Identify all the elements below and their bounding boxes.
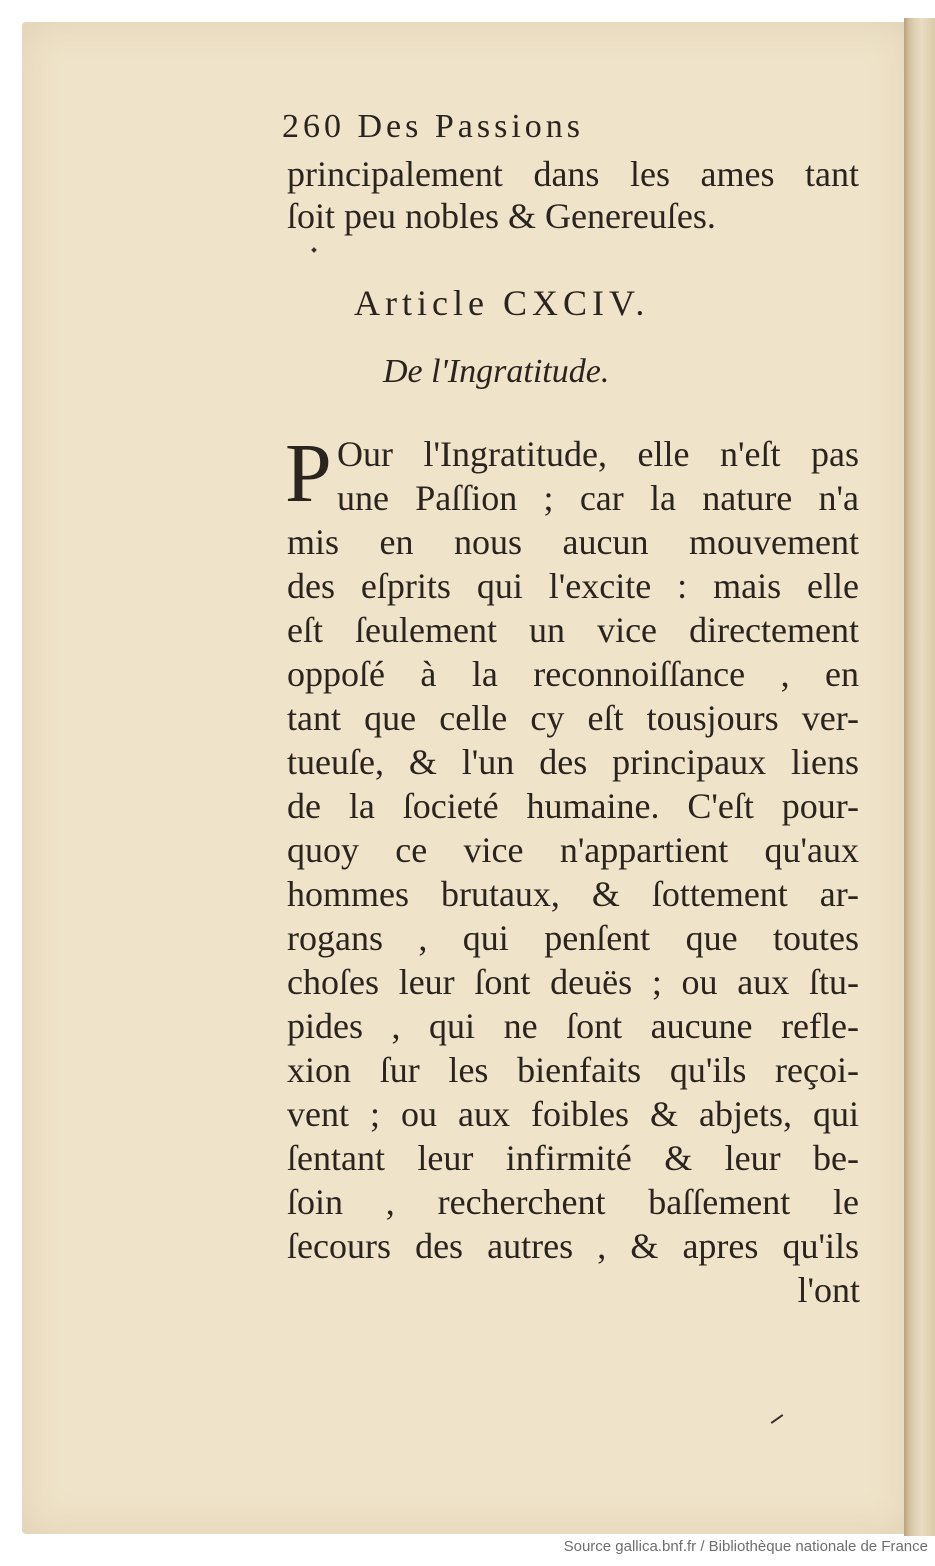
body-line-6: oppoſé à la reconnoiſſance , en: [287, 654, 859, 694]
carryover-line-1: principalement dans les ames tant: [287, 154, 859, 194]
body-line-14: pides , qui ne ſont aucune refle-: [287, 1006, 859, 1046]
body-line-9: de la ſocieté humaine. C'eſt pour-: [287, 786, 859, 826]
body-line-10: quoy ce vice n'appartient qu'aux: [287, 830, 859, 870]
body-line-4: des eſprits qui l'excite : mais elle: [287, 566, 859, 606]
article-subheading: De l'Ingratitude.: [383, 353, 610, 390]
body-line-12: rogans , qui penſent que toutes: [287, 918, 859, 958]
body-line-15: xion ſur les bienfaits qu'ils reçoi-: [287, 1050, 859, 1090]
running-head: 260 Des Passions: [282, 108, 585, 145]
body-line-19: ſecours des autres , & apres qu'ils: [287, 1226, 859, 1266]
body-line-17: ſentant leur infirmité & leur be-: [287, 1138, 859, 1178]
body-line-13: choſes leur ſont deuës ; ou aux ſtu-: [287, 962, 859, 1002]
source-footer: Source gallica.bnf.fr / Bibliothèque nationale de France: [563, 1538, 928, 1555]
article-heading: Article CXCIV.: [354, 283, 650, 323]
body-line-1: Our l'Ingratitude, elle n'eſt pas: [337, 434, 859, 474]
body-line-8: tueuſe, & l'un des principaux liens: [287, 742, 859, 782]
body-line-3: mis en nous aucun mouvement: [287, 522, 859, 562]
body-line-11: hommes brutaux, & ſottement ar-: [287, 874, 859, 914]
body-line-2: une Paſſion ; car la nature n'a: [337, 478, 859, 518]
drop-capital: P: [285, 427, 332, 520]
carryover-line-2: ſoit peu nobles & Genereuſes.: [287, 196, 716, 236]
body-line-16: vent ; ou aux foibles & abjets, qui: [287, 1094, 859, 1134]
body-line-5: eſt ſeulement un vice directement: [287, 610, 859, 650]
body-line-7: tant que celle cy eſt tousjours ver-: [287, 698, 859, 738]
body-line-18: ſoin , recherchent baſſement le: [287, 1182, 859, 1222]
catchword: l'ont: [797, 1270, 860, 1310]
